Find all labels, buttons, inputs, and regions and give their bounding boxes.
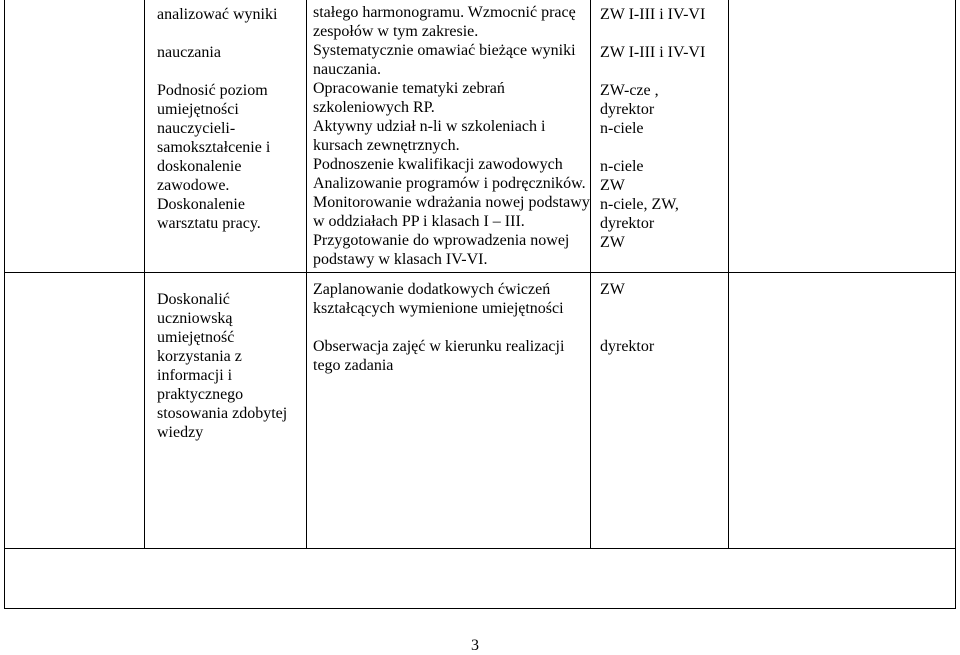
goal-line: Doskonalić [157,291,230,308]
task-line: stałego harmonogramu. Wzmocnić pracę [313,4,576,21]
goal-line: doskonalenie [157,158,242,175]
goal-line: zawodowe. [157,177,230,194]
table-col-divider-1 [144,0,145,549]
task-line: nauczania. [313,61,381,78]
responsible-line: ZW I-III i IV-VI [600,6,706,23]
responsible-line: dyrektor [600,215,655,232]
task-line: kursach zewnętrznych. [313,137,460,154]
goal-line: stosowania zdobytej [157,405,288,422]
responsible-line: ZW [600,234,625,251]
goal-line: informacji i [157,367,233,384]
goal-line: praktycznego [157,386,244,403]
page-number: 3 [471,637,479,654]
goal-line: nauczania [157,44,221,61]
responsible-line [600,299,654,318]
responsible-line [600,62,705,81]
task-line: tego zadania [313,357,394,374]
goal-line: korzystania z [157,348,242,365]
responsible-line: dyrektor [600,338,655,355]
responsible-line: n-ciele [600,120,644,137]
responsible-line [600,318,654,337]
task-line: Zaplanowanie dodatkowych ćwiczeń [313,281,551,298]
responsible-line: ZW I-III i IV-VI [600,44,706,61]
task-line: Obserwacja zajęć w kierunku realizacji [313,338,565,355]
task-line: Podnoszenie kwalifikacji zawodowych [313,156,563,173]
responsible-line: n-ciele, ZW, [600,196,679,213]
goal-line [157,62,277,81]
row2-responsible-cell [600,280,654,356]
responsible-line: ZW [600,281,625,298]
responsible-line: n-ciele [600,158,644,175]
task-line: Systematycznie omawiać bieżące wyniki [313,42,576,59]
row2-tasks-cell [313,280,564,375]
goal-line: warsztatu pracy. [157,215,261,232]
task-line: Opracowanie tematyki zebrań [313,80,505,97]
goal-line: wiedzy [157,424,204,441]
task-line [313,318,564,337]
responsible-line: ZW-cze , [600,82,659,99]
task-line: Monitorowanie wdrażania nowej podstawy [313,194,590,211]
responsible-line [600,138,705,157]
table-col-divider-4 [728,0,729,549]
row2-goal-cell [157,290,287,442]
task-line: zespołów w tym zakresie. [313,23,479,40]
row1-responsible-cell [600,5,705,252]
goal-line: umiejętności [157,101,239,118]
table-bottom-border [4,608,956,609]
responsible-line: dyrektor [600,101,655,118]
task-line: Przygotowanie do wprowadzenia nowej [313,232,570,249]
row1-tasks-cell [313,3,590,269]
goal-line: nauczycieli- [157,120,236,137]
goal-line: Podnosić poziom [157,82,268,99]
table-col-divider-3 [590,0,591,549]
goal-line: analizować wyniki [157,6,278,23]
responsible-line: ZW [600,177,625,194]
goal-line: Doskonalenie [157,196,245,213]
goal-line: samokształcenie i [157,139,271,156]
task-line: kształcących wymienione umiejętności [313,300,564,317]
table-right-border [955,0,956,609]
table-left-border [4,0,5,609]
row-divider-1 [4,272,956,273]
row1-goal-cell [157,5,277,233]
task-line: podstawy w klasach IV-VI. [313,251,488,268]
responsible-line [600,24,705,43]
goal-line: umiejętność [157,329,235,346]
task-line: Analizowanie programów i podręczników. [313,175,586,192]
goal-line [157,24,277,43]
table-col-divider-2 [306,0,307,549]
task-line: szkoleniowych RP. [313,99,435,116]
task-line: Aktywny udział n-li w szkoleniach i [313,118,546,135]
task-line: w oddziałach PP i klasach I – III. [313,213,525,230]
row-divider-2 [4,548,956,549]
goal-line: uczniowską [157,310,233,327]
